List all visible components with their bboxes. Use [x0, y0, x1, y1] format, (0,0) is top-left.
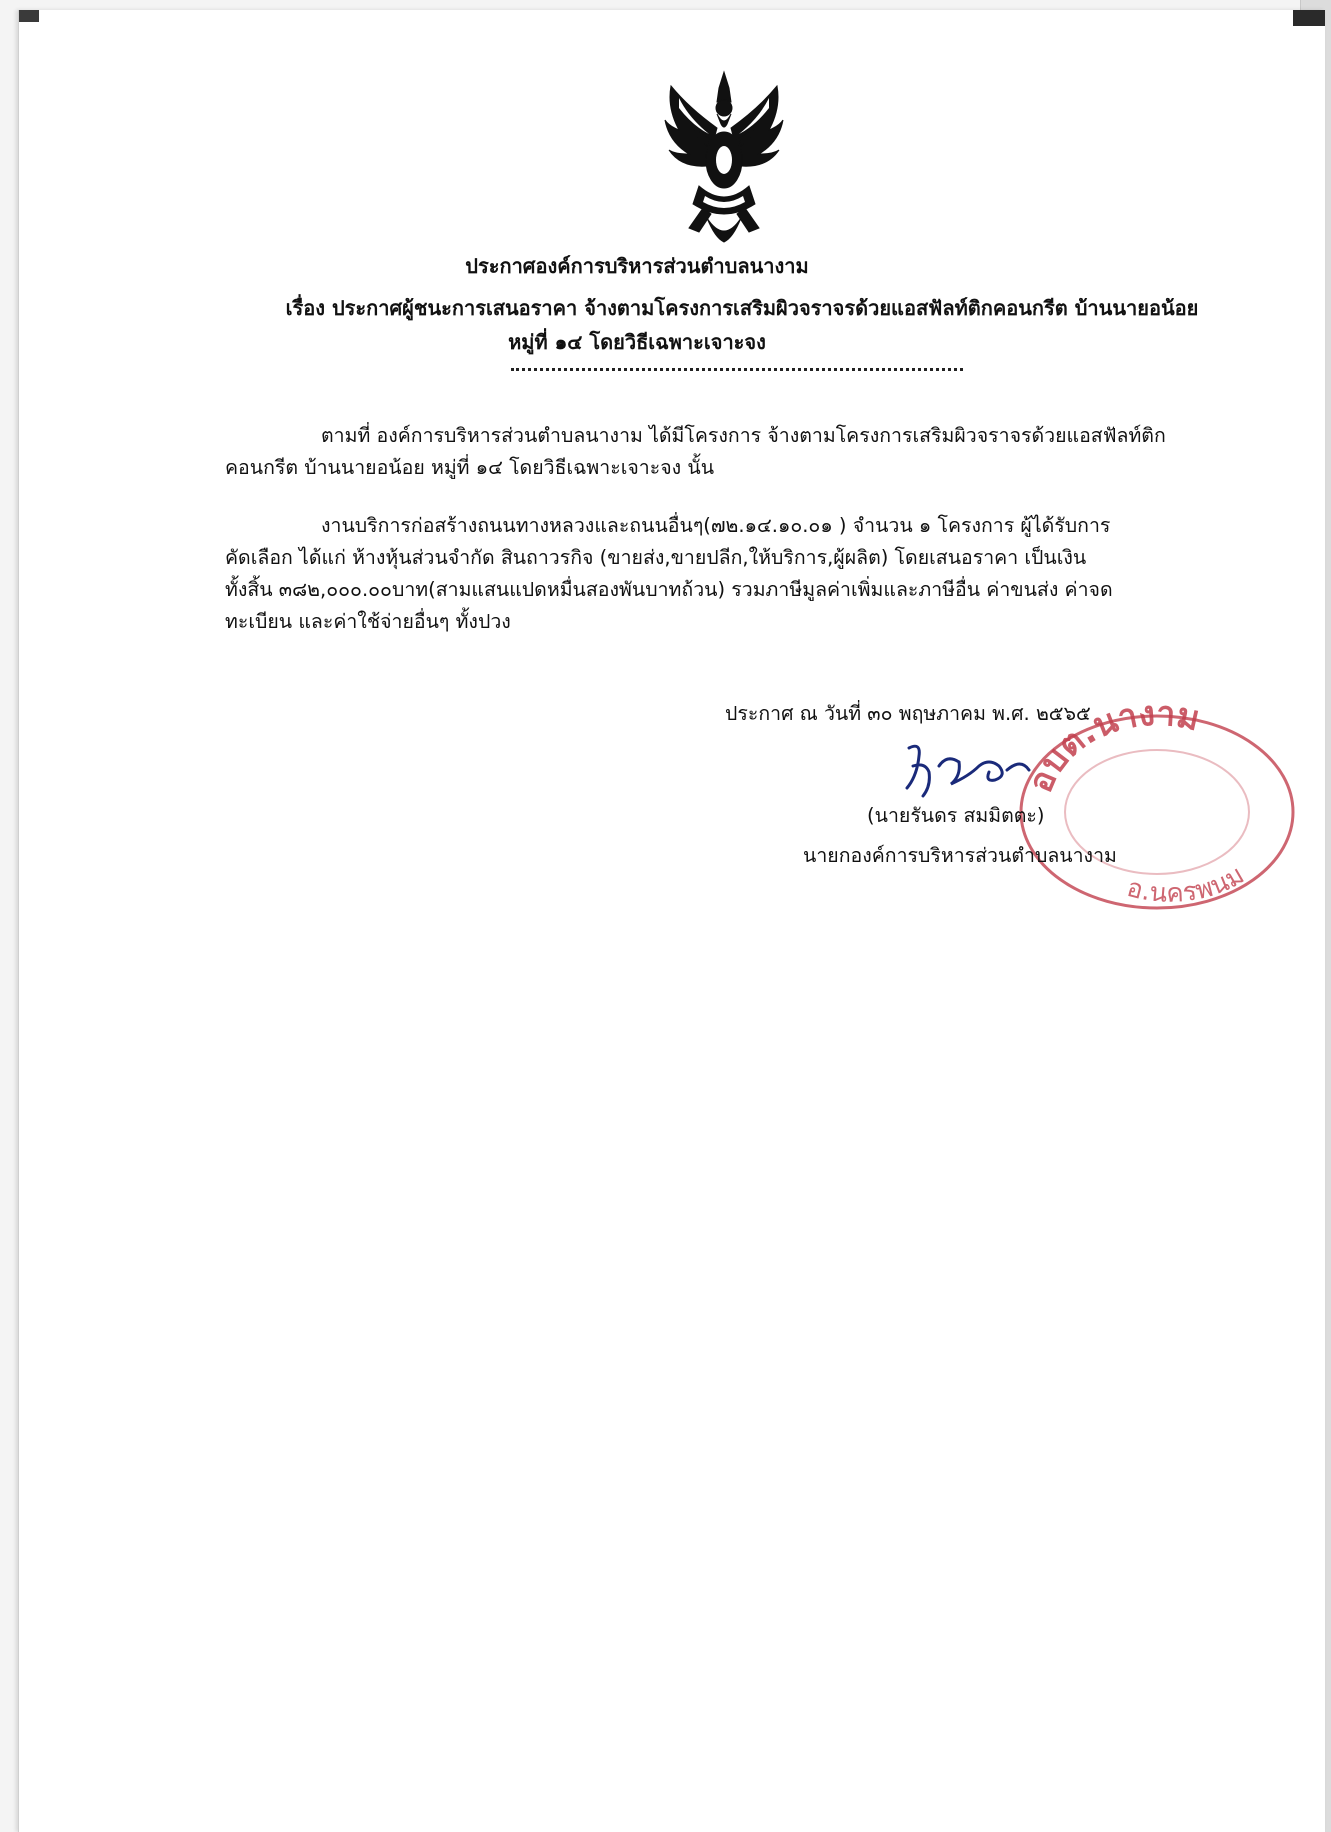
dotted-divider: [511, 368, 963, 371]
document-page: [18, 10, 1325, 1832]
scan-edge: [19, 10, 39, 22]
signer-name: (นายรันดร สมมิตตะ): [867, 804, 1045, 827]
official-stamp: [1007, 700, 1307, 920]
paragraph-1: [225, 420, 1235, 484]
paragraph-line: ตามที่ องค์การบริหารส่วนตำบลนางาม ได้มีโครงการ จ้างตามโครงการเสริมผิวจราจรด้วยแอสฟัลท์ติก: [321, 424, 1166, 447]
garuda-emblem-icon: [659, 68, 789, 246]
stamp-text-bottom: อ.นครพนม: [1123, 860, 1250, 909]
paragraph-line: ทะเบียน และค่าใช้จ่ายอื่นๆ ทั้งปวง: [225, 610, 511, 633]
paragraph-line: งานบริการก่อสร้างถนนทางหลวงและถนนอื่นๆ(๗๒.๑๔.๑๐.๐๑ ) จำนวน ๑ โครงการ ผู้ได้รับการ: [321, 514, 1111, 537]
paragraph-line: คอนกรีต บ้านนายอน้อย หมู่ที่ ๑๔ โดยวิธีเฉพาะเจาะจง นั้น: [225, 456, 715, 479]
handwritten-signature: [899, 736, 1039, 806]
announcement-date: ประกาศ ณ วันที่ ๓๐ พฤษภาคม พ.ศ. ๒๕๖๕: [725, 702, 1091, 725]
announcement-subject: เรื่อง ประกาศผู้ชนะการเสนอราคา จ้างตามโครงการเสริมผิวจราจรด้วยแอสฟัลท์ติกคอนกรีต บ้านนายอน้อย: [285, 296, 1199, 320]
svg-text:อบต.นางาม: [1020, 700, 1203, 798]
paragraph-line: คัดเลือก ได้แก่ ห้างหุ้นส่วนจำกัด สินถาวรกิจ (ขายส่ง,ขายปลีก,ให้บริการ,ผู้ผลิต) โดยเสนอราคา เป็นเงิน: [225, 546, 1087, 569]
signer-title: นายกองค์การบริหารส่วนตำบลนางาม: [803, 844, 1117, 867]
paragraph-2: [225, 510, 1235, 638]
announcement-subject-cont: หมู่ที่ ๑๔ โดยวิธีเฉพาะเจาะจง: [508, 330, 766, 354]
stamp-text-top: อบต.นางาม: [1020, 700, 1204, 799]
paragraph-line: ทั้งสิ้น ๓๘๒,๐๐๐.๐๐บาท(สามแสนแปดหมื่นสองพันบาทถ้วน) รวมภาษีมูลค่าเพิ่มและภาษีอื่น ค่าขนส่ง ค่าจด: [225, 578, 1113, 601]
announcement-title: ประกาศองค์การบริหารส่วนตำบลนางาม: [465, 254, 809, 278]
scan-edge: [1293, 10, 1325, 26]
svg-text:อ.นครพนม: [1124, 860, 1250, 909]
